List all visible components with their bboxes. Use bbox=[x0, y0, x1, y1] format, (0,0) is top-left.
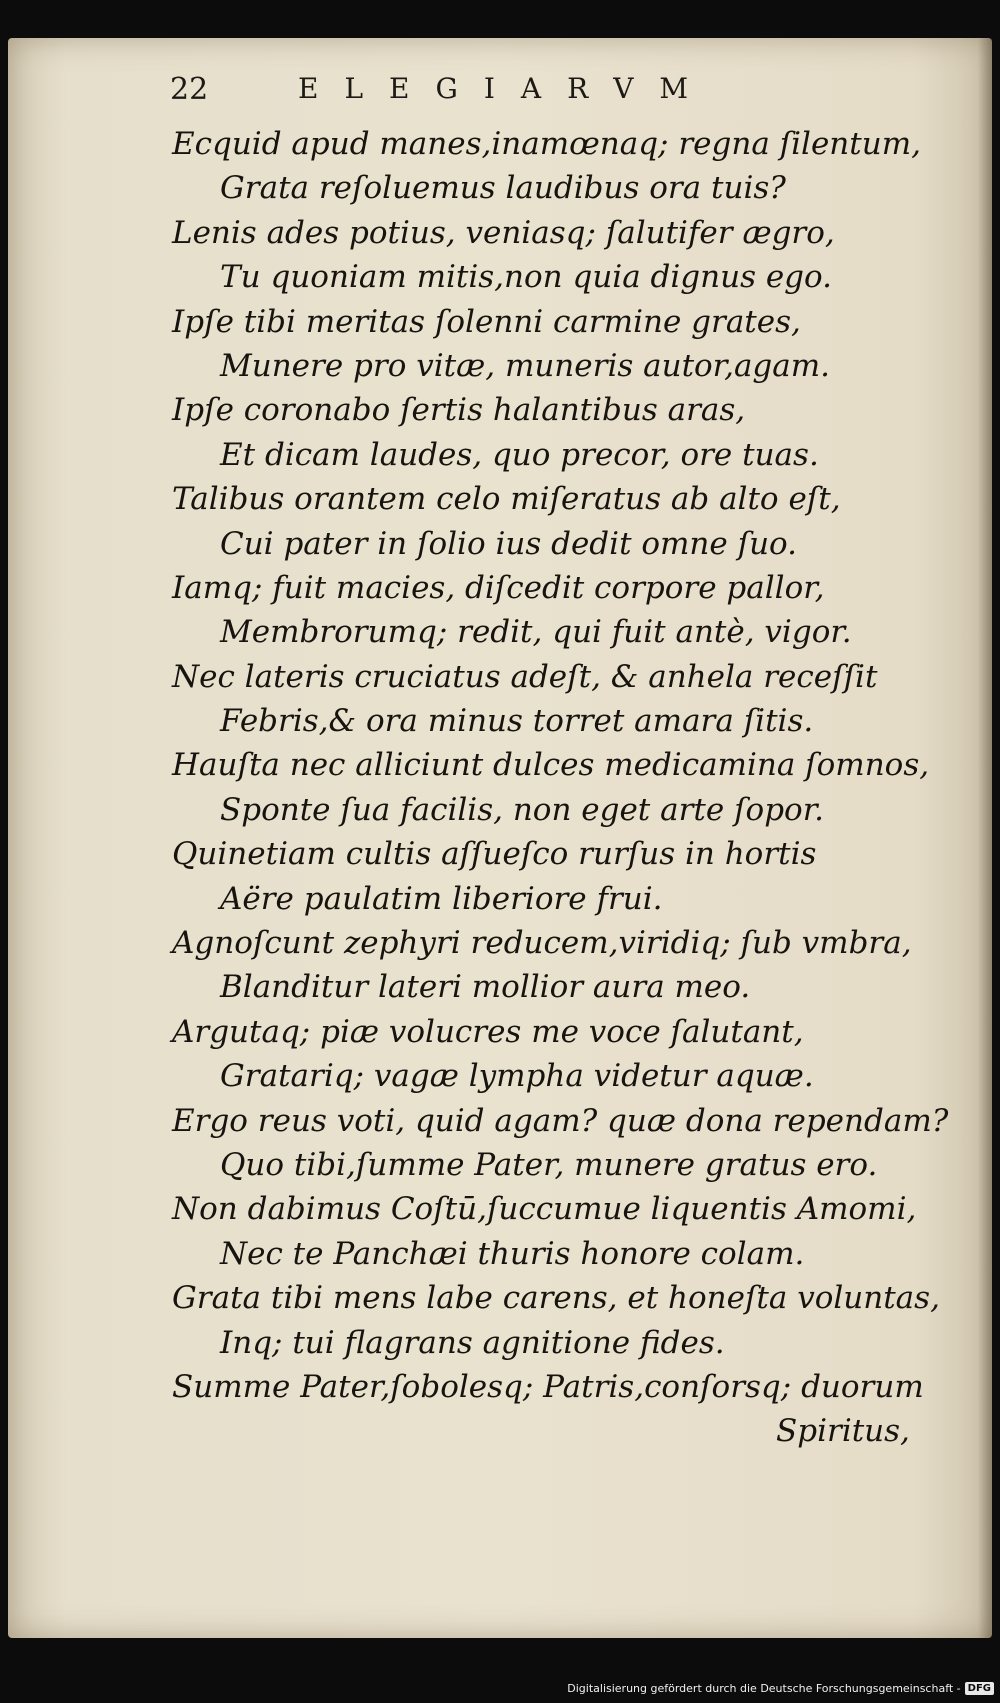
verse-line: Membrorumq; redit, qui fuit antè, vigor. bbox=[220, 614, 852, 651]
verse-line: Et dicam laudes, quo precor, ore tuas. bbox=[220, 436, 819, 473]
verse-line: Sponte ſua facilis, non eget arte ſopor. bbox=[220, 791, 824, 828]
verse-line: Nec te Panchæi thuris honore colam. bbox=[220, 1235, 805, 1272]
verse-line: Non dabimus Coſtū,ſuccumue liquentis Amomi, bbox=[172, 1191, 917, 1228]
verse-line: Tu quoniam mitis,non quia dignus ego. bbox=[220, 259, 832, 296]
verse-line: Summe Pater,ſobolesq; Patris,conſorsq; duorum bbox=[172, 1368, 924, 1405]
verse-line: Quinetiam cultis aſſueſco rurſus in hortis bbox=[172, 836, 817, 873]
verse-line: Agnoſcunt zephyri reducem,viridiq; ſub vmbra, bbox=[172, 925, 912, 962]
verse-line: Lenis ades potius, veniasq; ſalutifer ægro, bbox=[172, 214, 835, 251]
running-title: ELEGIARVM bbox=[298, 72, 715, 105]
verse-line: Cui pater in ſolio ius dedit omne ſuo. bbox=[220, 525, 798, 562]
verse-line: Febris,& ora minus torret amara ſitis. bbox=[220, 703, 814, 740]
verse-line: Inq; tui flagrans agnitione fides. bbox=[220, 1324, 725, 1361]
verse-line: Blanditur lateri mollior aura meo. bbox=[220, 969, 751, 1006]
verse-line: Talibus orantem celo miſeratus ab alto eſt, bbox=[172, 481, 841, 518]
verse-line: Gratariq; vagæ lympha videtur aquæ. bbox=[220, 1058, 814, 1095]
catchword: Spiritus, bbox=[776, 1413, 910, 1450]
verse-line: Ergo reus voti, quid agam? quæ dona rependam? bbox=[172, 1102, 949, 1139]
verse-line: Nec lateris cruciatus adeſt, & anhela receſſit bbox=[172, 658, 878, 695]
verse-block bbox=[172, 122, 949, 1454]
verse-line: Ipſe tibi meritas ſolenni carmine grates, bbox=[172, 303, 801, 340]
footer-credit: Digitalisierung gefördert durch die Deutsche Forschungsgemeinschaft - bbox=[567, 1681, 961, 1695]
verse-line: Argutaq; piæ volucres me voce ſalutant, bbox=[172, 1013, 804, 1050]
verse-line: Ecquid apud manes,inamœnaq; regna ſilentum, bbox=[172, 126, 921, 162]
page-edge-shadow bbox=[978, 38, 992, 1638]
dfg-logo: DFG bbox=[965, 1682, 994, 1695]
verse-line: Hauſta nec alliciunt dulces medicamina ſomnos, bbox=[172, 747, 930, 784]
verse-line: Aëre paulatim liberiore frui. bbox=[220, 880, 663, 917]
verse-line: Munere pro vitæ, muneris autor,agam. bbox=[220, 347, 831, 384]
verse-line: Grata tibi mens labe carens, et honeſta voluntas, bbox=[172, 1280, 940, 1317]
running-head bbox=[170, 72, 790, 112]
page-number: 22 bbox=[170, 72, 209, 107]
verse-line: Iamq; fuit macies, diſcedit corpore pallor, bbox=[172, 569, 825, 606]
digitization-footer bbox=[567, 1677, 994, 1699]
verse-line: Ipſe coronabo ſertis halantibus aras, bbox=[172, 392, 746, 429]
verse-line: Quo tibi,ſumme Pater, munere gratus ero. bbox=[220, 1146, 878, 1183]
verse-line: Grata reſoluemus laudibus ora tuis? bbox=[220, 170, 786, 207]
